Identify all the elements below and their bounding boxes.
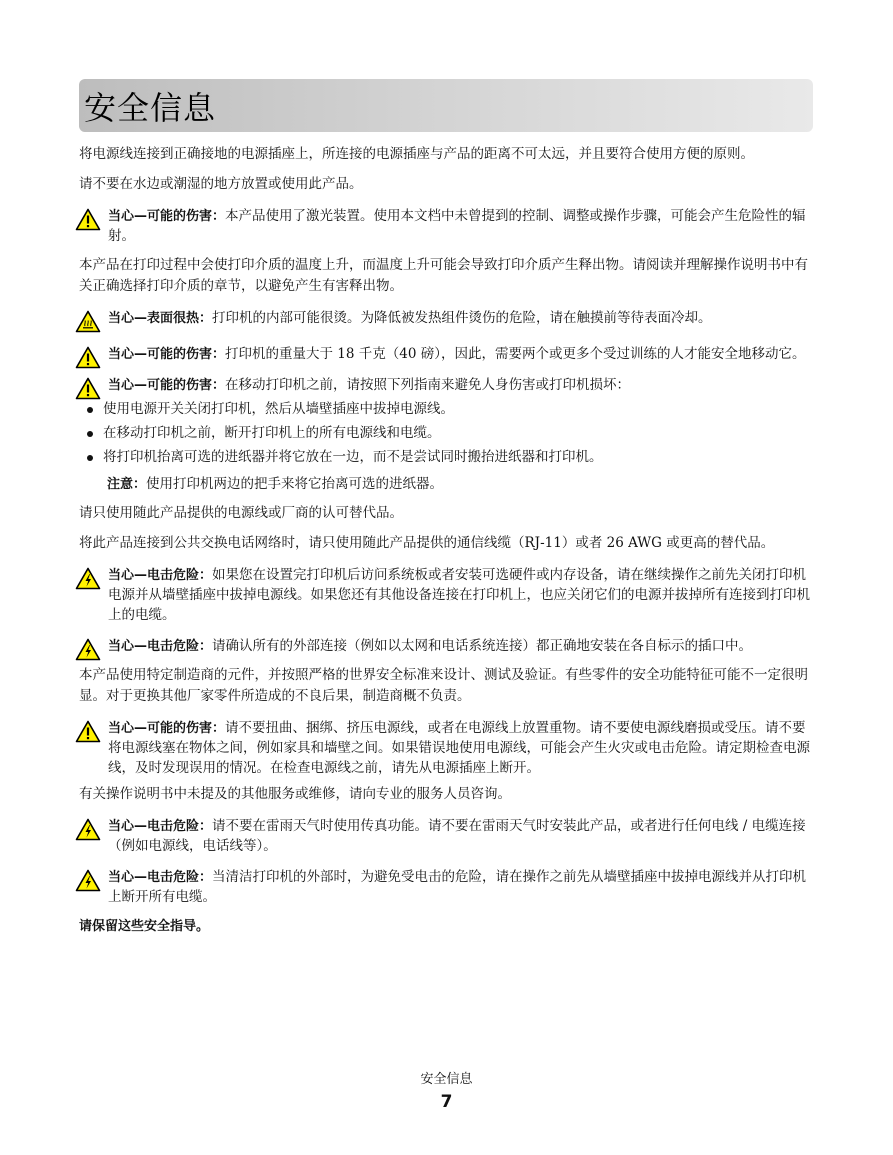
caution-title: 当心—电击危险： <box>108 870 213 885</box>
caution-hot-surface <box>79 306 813 326</box>
caution-title: 当心—电击危险： <box>108 819 213 834</box>
bullet-icon <box>87 455 93 461</box>
caution-text: 本产品使用了激光装置。使用本文档中未曾提到的控制、调整或操作步骤，可能会产生危险性的辐射。 <box>108 208 806 244</box>
caution-title: 当心—电击危险： <box>108 639 213 654</box>
caution-title: 当心—可能的伤害： <box>108 347 226 362</box>
caution-title: 当心—可能的伤害： <box>108 378 226 393</box>
bullet-icon <box>87 431 93 437</box>
caution-shock-connections <box>79 634 813 654</box>
note-title: 注意： <box>107 477 147 492</box>
caution-text: 在移动打印机之前，请按照下列指南来避免人身伤害或打印机损坏： <box>225 377 631 393</box>
caution-laser <box>79 204 813 244</box>
caution-title: 当心—表面很热： <box>108 311 213 326</box>
paragraph-power-cord: 将电源线连接到正确接地的电源插座上，所连接的电源插座与产品的距离不可太远，并且要符合使用方便的原则。 <box>79 146 754 162</box>
content <box>79 144 813 946</box>
caution-text: 打印机的重量大于 18 千克（40 磅），因此，需要两个或更多个受过训练的人才能安全地移动它。 <box>225 346 806 362</box>
page-title-bar <box>79 79 813 132</box>
caution-text: 请不要在雷雨天气时使用传真功能。请不要在雷雨天气时安装此产品，或者进行任何电线 / 电缆连接（例如电源线，电话线等）。 <box>108 818 806 854</box>
note-text: 使用打印机两边的把手来将它抬离可选的进纸器。 <box>146 476 444 492</box>
paragraph-safety-standards: 本产品使用特定制造商的元件，并按照严格的世界安全标准来设计、测试及验证。有些零件的安全功能特征可能不一定很明显。对于更换其他厂家零件所造成的不良后果，制造商概不负责。 <box>79 667 808 704</box>
caution-text: 打印机的内部可能很烫。为降低被发热组件烫伤的危险，请在触摸前等待表面冷却。 <box>212 310 712 326</box>
caution-shock-thunderstorm <box>79 814 813 854</box>
footer-section-label: 安全信息 <box>420 1072 473 1087</box>
electric-shock-icon <box>75 869 101 892</box>
warning-triangle-icon <box>75 208 101 231</box>
paragraph-emissions: 本产品在打印过程中会使打印介质的温度上升，而温度上升可能会导致打印介质产生释出物。请阅读并理解操作说明书中有关正确选择打印介质的章节，以避免产生有害释出物。 <box>79 257 808 294</box>
caution-title: 当心—电击危险： <box>108 568 213 583</box>
list-item: 使用电源开关关闭打印机，然后从墙壁插座中拔掉电源线。 <box>79 399 813 420</box>
warning-triangle-icon <box>75 346 101 369</box>
page-number: 7 <box>440 1092 453 1112</box>
paragraph-telecom-cord: 将此产品连接到公共交换电话网络时，请只使用随此产品提供的通信线缆（RJ-11）或者 26 AWG 或更高的替代品。 <box>79 535 775 551</box>
caution-title: 当心—可能的伤害： <box>108 209 226 224</box>
hot-surface-icon <box>75 310 101 333</box>
caution-moving <box>79 373 813 393</box>
caution-power-cord <box>79 716 813 776</box>
paragraph-service: 有关操作说明书中未提及的其他服务或维修，请向专业的服务人员咨询。 <box>79 786 511 802</box>
page-title: 安全信息 <box>84 89 217 127</box>
caution-text: 当清洁打印机的外部时，为避免受电击的危险，请在操作之前先从墙壁插座中拔掉电源线并从打印机上断开所有电缆。 <box>108 869 807 905</box>
note <box>79 474 813 495</box>
warning-triangle-icon <box>75 720 101 743</box>
electric-shock-icon <box>75 567 101 590</box>
bullet-icon <box>87 407 93 413</box>
caution-weight <box>79 342 813 362</box>
caution-title: 当心—可能的伤害： <box>108 721 226 736</box>
moving-guidelines-list <box>79 399 813 468</box>
list-item: 在移动打印机之前，断开打印机上的所有电源线和电缆。 <box>79 423 813 444</box>
warning-triangle-icon <box>75 377 101 400</box>
paragraph-water: 请不要在水边或潮湿的地方放置或使用此产品。 <box>79 176 363 192</box>
save-instructions: 请保留这些安全指导。 <box>79 919 210 934</box>
caution-text: 请不要扭曲、捆绑、挤压电源线，或者在电源线上放置重物。请不要使电源线磨损或受压。请不要将电源线塞在物体之间，例如家具和墙壁之间。如果错误地使用电源线，可能会产生火灾或电击危险。请定期检查电源线，及时发现误用的情况。在检查电源线之前，请先从电源插座上断开。 <box>108 720 810 776</box>
list-item: 将打印机抬离可选的进纸器并将它放在一边，而不是尝试同时搬抬进纸器和打印机。 <box>79 447 813 468</box>
caution-shock-system-board <box>79 563 813 623</box>
caution-text: 如果您在设置完打印机后访问系统板或者安装可选硬件或内存设备，请在继续操作之前先关闭打印机电源并从墙壁插座中拔掉电源线。如果您还有其他设备连接在打印机上，也应关闭它们的电源并拔掉所有连接到打印机上的电缆。 <box>108 567 810 623</box>
electric-shock-icon <box>75 818 101 841</box>
electric-shock-icon <box>75 638 101 661</box>
caution-shock-cleaning <box>79 865 813 905</box>
paragraph-approved-cord: 请只使用随此产品提供的电源线或厂商的认可替代品。 <box>79 505 403 521</box>
caution-text: 请确认所有的外部连接（例如以太网和电话系统连接）都正确地安装在各自标示的插口中。 <box>212 638 753 654</box>
